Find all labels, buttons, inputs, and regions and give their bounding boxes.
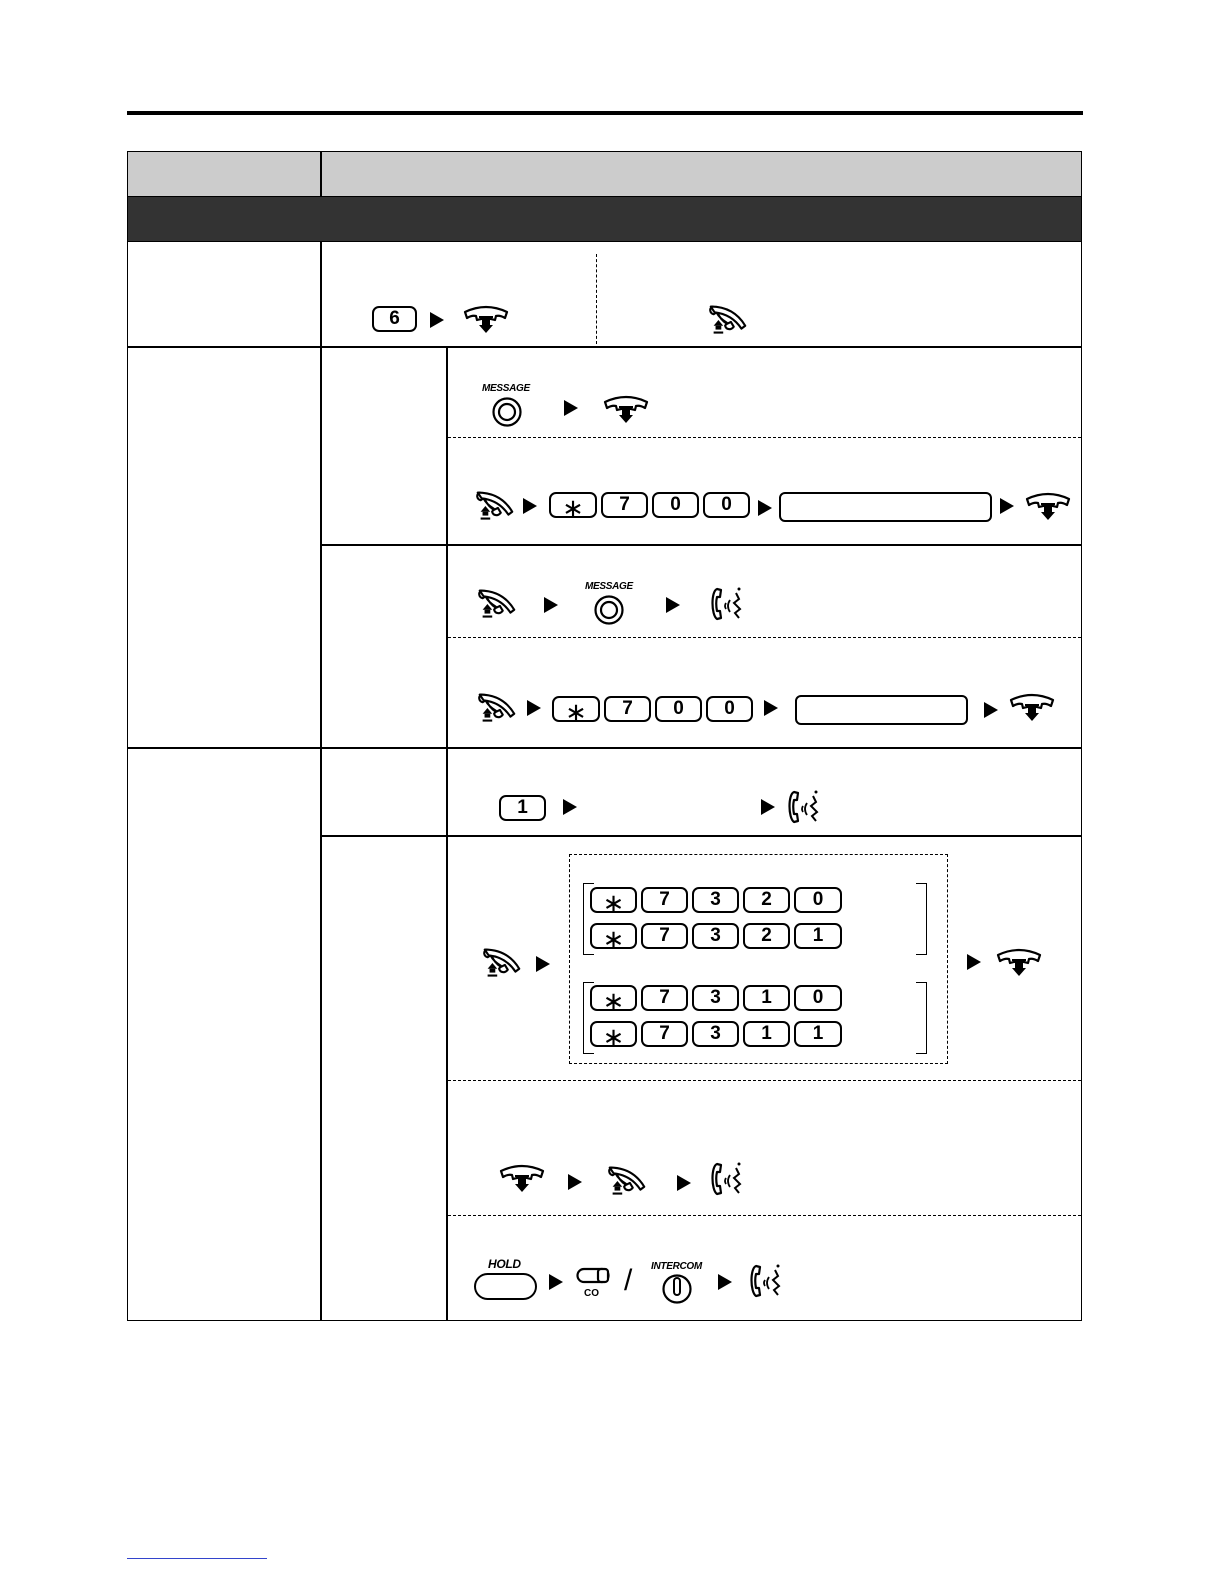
row-divider	[128, 747, 1081, 749]
handset-hangup-icon	[498, 1163, 546, 1195]
handset-hangup-icon	[1024, 491, 1072, 523]
handset-talk-icon	[707, 585, 747, 625]
handset-lift-icon	[472, 488, 518, 524]
key-star[interactable]: ∗	[590, 985, 637, 1011]
or-separator: /	[624, 1264, 633, 1297]
handset-talk-icon	[707, 1160, 747, 1200]
row-divider	[320, 544, 1081, 546]
handset-lift-icon	[474, 690, 520, 726]
arrow-icon	[549, 1274, 563, 1290]
handset-hangup-icon	[462, 304, 510, 336]
handset-hangup-icon	[602, 394, 650, 426]
arrow-icon	[984, 702, 998, 718]
key-7[interactable]: 7	[641, 985, 688, 1011]
key-star[interactable]: ∗	[549, 492, 597, 518]
arrow-icon	[761, 799, 775, 815]
intercom-button-icon[interactable]	[661, 1273, 693, 1305]
top-rule	[127, 111, 1083, 115]
key-7[interactable]: 7	[641, 1021, 688, 1047]
key-1[interactable]: 1	[794, 923, 842, 949]
arrow-icon	[758, 500, 772, 516]
key-0[interactable]: 0	[794, 887, 842, 913]
key-star[interactable]: ∗	[590, 923, 637, 949]
handset-talk-icon	[784, 788, 824, 828]
column-divider	[320, 241, 322, 1320]
arrow-icon	[564, 400, 578, 416]
arrow-icon	[666, 597, 680, 613]
key-0[interactable]: 0	[794, 985, 842, 1011]
key-7[interactable]: 7	[604, 696, 651, 722]
arrow-icon	[967, 954, 981, 970]
key-3[interactable]: 3	[692, 923, 739, 949]
handset-hangup-icon	[995, 947, 1043, 979]
section-header-bar	[128, 197, 1081, 242]
co-label: CO	[584, 1288, 599, 1299]
arrow-icon	[764, 700, 778, 716]
key-7[interactable]: 7	[601, 492, 648, 518]
dashed-divider	[448, 1080, 1081, 1081]
key-2[interactable]: 2	[743, 923, 790, 949]
key-1[interactable]: 1	[743, 985, 790, 1011]
key-3[interactable]: 3	[692, 985, 739, 1011]
message-label: MESSAGE	[482, 383, 530, 394]
key-7[interactable]: 7	[641, 887, 688, 913]
key-7[interactable]: 7	[641, 923, 688, 949]
key-2[interactable]: 2	[743, 887, 790, 913]
arrow-icon	[563, 799, 577, 815]
column-divider	[446, 346, 448, 1320]
dashed-divider	[448, 437, 1081, 438]
intercom-label: INTERCOM	[651, 1261, 702, 1272]
operation-table	[127, 151, 1082, 1321]
key-1[interactable]: 1	[499, 795, 546, 821]
message-button-icon[interactable]	[593, 594, 625, 626]
dashed-divider	[448, 1215, 1081, 1216]
arrow-icon	[1000, 498, 1014, 514]
row-divider	[320, 835, 1081, 837]
arrow-icon	[527, 700, 541, 716]
handset-hangup-icon	[1008, 692, 1056, 724]
header-divider	[320, 152, 322, 196]
handset-lift-icon	[474, 586, 520, 622]
arrow-icon	[430, 312, 444, 328]
table-header	[128, 152, 1081, 197]
handset-lift-icon	[479, 945, 525, 981]
key-1[interactable]: 1	[743, 1021, 790, 1047]
key-0[interactable]: 0	[652, 492, 699, 518]
handset-talk-icon	[746, 1262, 786, 1302]
bracket-right	[916, 982, 927, 1054]
dashed-divider	[448, 637, 1081, 638]
arrow-icon	[544, 597, 558, 613]
key-star[interactable]: ∗	[590, 887, 637, 913]
footer-link-underline	[127, 1558, 267, 1559]
hold-label: HOLD	[488, 1257, 521, 1271]
entry-field[interactable]	[779, 492, 992, 522]
message-button-icon[interactable]	[491, 396, 523, 428]
bracket-right	[916, 883, 927, 955]
key-star[interactable]: ∗	[590, 1021, 637, 1047]
key-3[interactable]: 3	[692, 1021, 739, 1047]
row-divider	[128, 346, 1081, 348]
message-label: MESSAGE	[585, 581, 633, 592]
key-0[interactable]: 0	[706, 696, 753, 722]
arrow-icon	[677, 1175, 691, 1191]
arrow-icon	[536, 956, 550, 972]
arrow-icon	[523, 498, 537, 514]
key-3[interactable]: 3	[692, 887, 739, 913]
key-0[interactable]: 0	[703, 492, 750, 518]
key-6[interactable]: 6	[372, 306, 417, 332]
hold-button-icon[interactable]	[474, 1273, 537, 1300]
key-1[interactable]: 1	[794, 1021, 842, 1047]
handset-lift-icon	[604, 1163, 650, 1199]
key-star[interactable]: ∗	[552, 696, 600, 722]
key-0[interactable]: 0	[655, 696, 702, 722]
dashed-divider	[596, 254, 597, 344]
co-button-icon[interactable]	[576, 1267, 610, 1285]
arrow-icon	[568, 1174, 582, 1190]
entry-field[interactable]	[795, 695, 968, 725]
arrow-icon	[718, 1274, 732, 1290]
handset-lift-icon	[705, 302, 751, 338]
